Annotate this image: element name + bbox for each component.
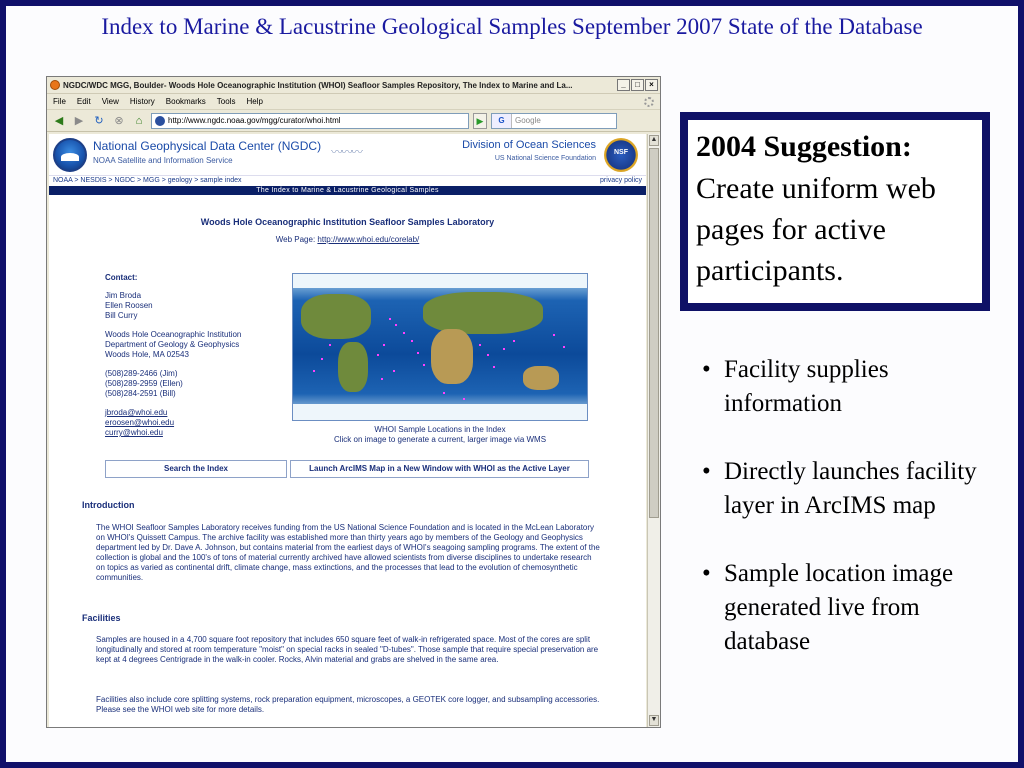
scroll-up-icon[interactable]: ▲ bbox=[649, 135, 659, 146]
facilities-text-2: Facilities also include core splitting systems, rock preparation equipment, microscopes, a GEOTEK core logger, and subsampling accessories. Please see the WHOI web site for more details. bbox=[96, 695, 600, 714]
navigation-toolbar bbox=[47, 110, 660, 132]
ngdc-name[interactable]: National Geophysical Data Center (NGDC) bbox=[93, 139, 322, 153]
facilities-heading: Facilities bbox=[82, 613, 121, 623]
phone-line: (508)289-2959 (Ellen) bbox=[105, 379, 183, 388]
throbber-icon bbox=[644, 97, 654, 107]
browser-window bbox=[46, 76, 661, 728]
suggestion-box bbox=[680, 112, 990, 311]
contact-name: Jim Broda bbox=[105, 291, 142, 300]
south-america-landmass bbox=[338, 342, 368, 392]
forward-icon[interactable]: ▶ bbox=[74, 114, 84, 127]
search-placeholder: Google bbox=[515, 116, 541, 125]
address-line: Department of Geology & Geophysics bbox=[105, 340, 240, 349]
contact-name: Bill Curry bbox=[105, 311, 138, 320]
suggestion-heading: 2004 Suggestion: bbox=[696, 130, 912, 163]
noaa-logo-icon[interactable] bbox=[53, 138, 87, 172]
menubar bbox=[47, 94, 660, 110]
australia-landmass bbox=[523, 366, 559, 390]
bullet-item: • Sample location image generated live from database bbox=[700, 557, 1000, 659]
phone-line: (508)289-2466 (Jim) bbox=[105, 369, 178, 378]
scroll-thumb[interactable] bbox=[649, 148, 659, 518]
arctic-ice bbox=[293, 274, 587, 288]
division-subtitle: US National Science Foundation bbox=[494, 155, 596, 162]
reload-icon[interactable]: ↻ bbox=[94, 114, 104, 127]
wave-logo-icon: 〰〰〰 bbox=[331, 145, 362, 159]
home-icon[interactable]: ⌂ bbox=[135, 114, 143, 127]
menu-help[interactable]: Help bbox=[246, 97, 263, 106]
privacy-link[interactable]: privacy policy bbox=[599, 177, 642, 184]
bullet-item: • Directly launches facility layer in ArcIMS map bbox=[700, 455, 1000, 523]
stop-icon[interactable]: ⊗ bbox=[114, 114, 124, 127]
search-input[interactable] bbox=[491, 113, 617, 129]
facilities-text: Samples are housed in a 4,700 square foot repository that includes 650 square feet of walk-in refrigerated space. Most of the cores are split longitudinally and stored at room temperature "moist" on special racks in sealed "D-tubes". Those sample that require special preservation are kept at 4 degrees Centrigrade in the walk-in cooler. Rocks, Alvin material and grabs are shelved in the same area. bbox=[96, 635, 599, 664]
introduction-heading: Introduction bbox=[82, 500, 135, 510]
contact-block bbox=[105, 273, 285, 438]
menu-history[interactable]: History bbox=[129, 97, 155, 106]
go-button[interactable]: ▶ bbox=[473, 113, 487, 129]
address-line: Woods Hole, MA 02543 bbox=[105, 350, 189, 359]
web-page-label: Web Page: bbox=[275, 235, 316, 244]
eurasia-landmass bbox=[423, 292, 543, 334]
firefox-icon bbox=[50, 80, 60, 90]
ngdc-subtitle: NOAA Satellite and Information Service bbox=[93, 156, 233, 165]
menu-edit[interactable]: Edit bbox=[76, 97, 91, 106]
browser-titlebar bbox=[47, 77, 660, 94]
email-link[interactable]: jbroda@whoi.edu bbox=[105, 408, 168, 417]
vertical-scrollbar[interactable] bbox=[647, 134, 660, 727]
window-title: NGDC/WDC MGG, Boulder- Woods Hole Oceanographic Institution (WHOI) Seafloor Samples Repository, The Index to Marine and La... bbox=[63, 80, 573, 90]
page-viewport bbox=[49, 134, 646, 727]
division-name[interactable]: Division of Ocean Sciences bbox=[462, 139, 596, 151]
menu-view[interactable]: View bbox=[101, 97, 119, 106]
introduction-text: The WHOI Seafloor Samples Laboratory receives funding from the US National Science Foundation and is located in the McLean Laboratory on WHOI's Quissett Campus. The archive facility was established more than thirty years ago by members of the Geology and Geophysics department led by Dr. Dave A. Johnson, but contains material from the earliest days of WHOI's seagoing sampling programs. The extent of the collection is global and the 100's of tons of material currently archived have allowed scientists from diverse disciplines to undertake research on topics as varied as continental drift, climate change, mass extinctions, and the processes that lead to the evolution of chemosynthetic communities. bbox=[96, 523, 600, 582]
menu-file[interactable]: File bbox=[53, 97, 66, 106]
index-banner: The Index to Marine & Lacustrine Geological Samples bbox=[49, 186, 646, 195]
phone-line: (508)284-2591 (Bill) bbox=[105, 389, 176, 398]
africa-landmass bbox=[431, 329, 473, 384]
sample-location-map[interactable] bbox=[292, 273, 588, 421]
back-icon[interactable]: ◀ bbox=[54, 114, 64, 127]
bullet-item: • Facility supplies information bbox=[700, 353, 1000, 421]
nsf-logo-icon[interactable] bbox=[604, 138, 638, 172]
contact-heading: Contact: bbox=[105, 273, 138, 282]
site-favicon-icon bbox=[155, 116, 165, 126]
url-text: http://www.ngdc.noaa.gov/mgg/curator/whoi.html bbox=[168, 115, 341, 125]
bullet-list bbox=[700, 353, 1000, 693]
minimize-button[interactable]: _ bbox=[617, 79, 630, 91]
ngdc-header bbox=[49, 134, 646, 176]
search-engine-icon[interactable]: G bbox=[492, 114, 512, 128]
address-line: Woods Hole Oceanographic Institution bbox=[105, 330, 242, 339]
slide-title: Index to Marine & Lacustrine Geological Samples September 2007 State of the Database bbox=[101, 14, 923, 39]
page-title: Woods Hole Oceanographic Institution Seafloor Samples Laboratory bbox=[200, 217, 495, 227]
address-bar[interactable] bbox=[151, 113, 469, 129]
breadcrumb-row bbox=[49, 176, 646, 186]
menu-bookmarks[interactable]: Bookmarks bbox=[165, 97, 206, 106]
email-link[interactable]: eroosen@whoi.edu bbox=[105, 418, 175, 427]
email-link[interactable]: curry@whoi.edu bbox=[105, 428, 163, 437]
nsf-logo-text: NSF bbox=[614, 149, 628, 156]
search-index-button[interactable]: Search the Index bbox=[105, 460, 287, 478]
map-instruction: Click on image to generate a current, larger image via WMS bbox=[333, 435, 547, 444]
web-page-link[interactable]: http://www.whoi.edu/corelab/ bbox=[317, 235, 420, 244]
breadcrumb[interactable]: NOAA > NESDIS > NGDC > MGG > geology > sample index bbox=[53, 177, 242, 184]
north-america-landmass bbox=[301, 294, 371, 339]
suggestion-body: Create uniform web pages for active participants. bbox=[696, 172, 936, 287]
scroll-down-icon[interactable]: ▼ bbox=[649, 715, 659, 726]
close-button[interactable]: × bbox=[645, 79, 658, 91]
antarctic-ice bbox=[293, 404, 587, 420]
menu-tools[interactable]: Tools bbox=[216, 97, 236, 106]
action-buttons bbox=[105, 460, 589, 478]
web-page-line bbox=[49, 235, 646, 244]
launch-arcims-button[interactable]: Launch ArcIMS Map in a New Window with WHOI as the Active Layer bbox=[290, 460, 589, 478]
contact-name: Ellen Roosen bbox=[105, 301, 153, 310]
maximize-button[interactable]: □ bbox=[631, 79, 644, 91]
map-caption: WHOI Sample Locations in the Index bbox=[374, 425, 506, 434]
